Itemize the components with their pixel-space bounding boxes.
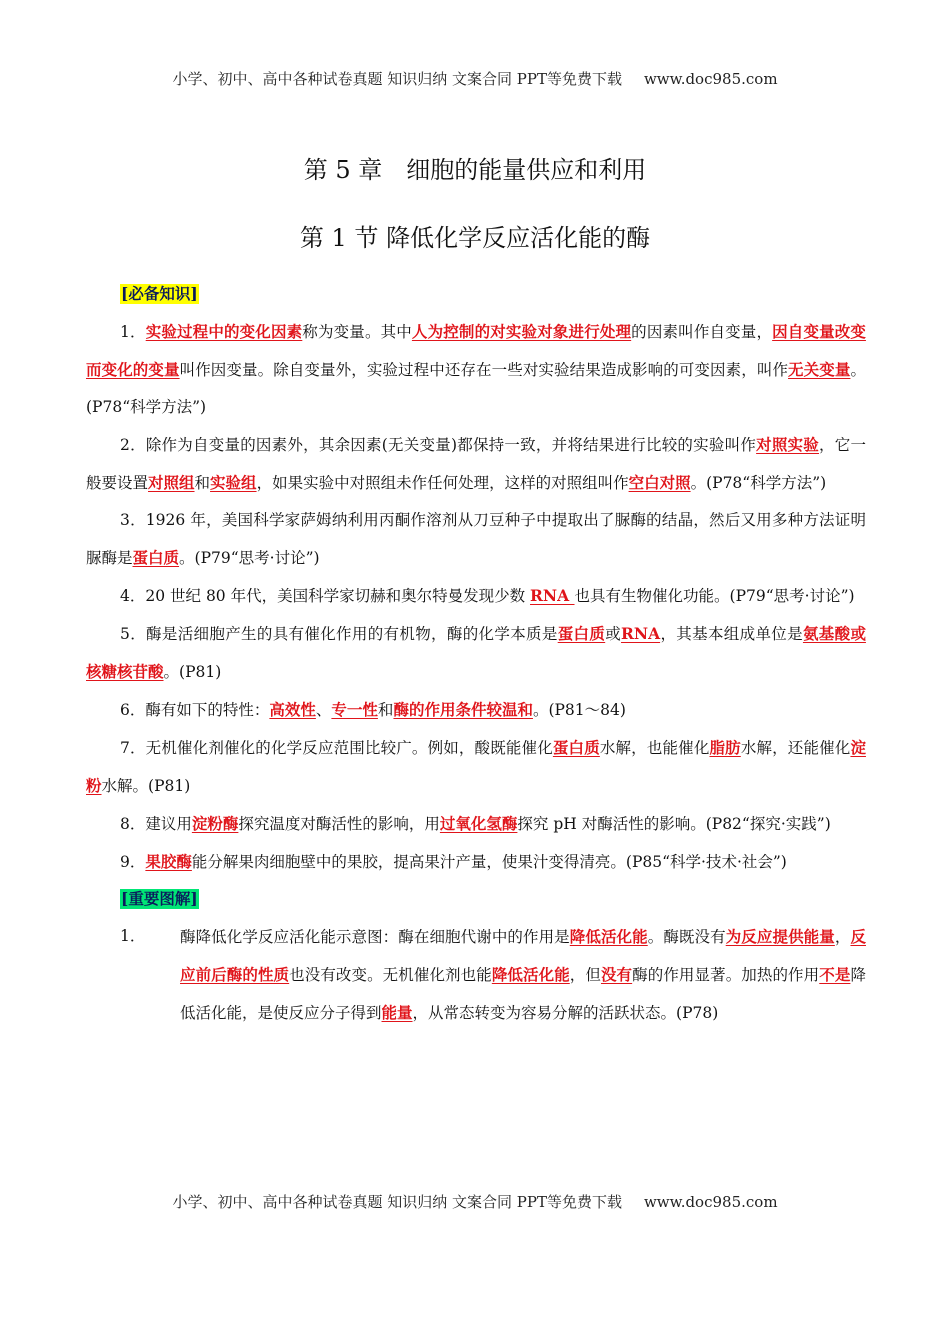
- key-term: 果胶酶: [145, 852, 192, 871]
- key-term: 蛋白质: [132, 548, 180, 567]
- page-header: [0, 68, 950, 89]
- knowledge-item: 2．除作为自变量的因素外，其余因素(无关变量)都保持一致，并将结果进行比较的实验叫作对照实验，它一般要设置对照组和实验组，如果实验中对照组未作任何处理，这样的对照组叫作空白对照。(P78“科学方法”): [86, 435, 866, 492]
- figure-explanation: [86, 918, 866, 1032]
- key-term: 氨基酸或核糖核苷酸: [86, 624, 866, 681]
- knowledge-item: 6．酶有如下的特性：高效性、专一性和酶的作用条件较温和。(P81～84): [120, 700, 626, 719]
- header-text: 小学、初中、高中各种试卷真题 知识归纳 文案合同 PPT等免费下载: [172, 70, 622, 88]
- footer-site: www.doc985.com: [643, 1193, 778, 1211]
- content-body: [86, 276, 866, 1032]
- knowledge-item: 9．果胶酶能分解果肉细胞壁中的果胶，提高果汁产量，使果汁变得清亮。(P85“科学·技术·社会”): [120, 852, 787, 871]
- knowledge-list: [86, 313, 866, 881]
- key-term: 无关变量: [788, 360, 851, 379]
- figure-item-number: 1．: [120, 927, 146, 945]
- key-term: 实验组: [210, 473, 257, 492]
- knowledge-item: 5．酶是活细胞产生的具有催化作用的有机物，酶的化学本质是蛋白质或RNA，其基本组成单位是氨基酸或核糖核苷酸。(P81): [86, 624, 866, 681]
- knowledge-item: 4．20 世纪 80 年代，美国科学家切赫和奥尔特曼发现少数 RNA 也具有生物催化功能。(P79“思考·讨论”): [120, 586, 855, 605]
- footer-text: 小学、初中、高中各种试卷真题 知识归纳 文案合同 PPT等免费下载: [172, 1193, 622, 1211]
- key-term: 实验过程中的变化因素: [145, 322, 303, 341]
- key-term: 蛋白质: [557, 624, 606, 643]
- key-term: 蛋白质: [552, 738, 600, 757]
- key-term: 降低活化能: [569, 927, 648, 946]
- key-term: 空白对照: [628, 473, 691, 492]
- key-term: 为反应提供能量: [725, 927, 835, 946]
- key-term: RNA: [621, 624, 661, 643]
- key-figure-tag: [重要图解]: [121, 889, 198, 908]
- key-term: 淀粉: [86, 738, 866, 795]
- key-term: 淀粉酶: [191, 814, 239, 833]
- knowledge-item: 3．1926 年，美国科学家萨姆纳利用丙酮作溶剂从刀豆种子中提取出了脲酶的结晶，然后又用多种方法证明脲酶是蛋白质。(P79“思考·讨论”): [86, 511, 866, 567]
- key-term: 降低活化能: [491, 965, 570, 984]
- key-term: 不是: [819, 965, 851, 984]
- key-term: 能量: [381, 1003, 413, 1022]
- page-footer: [0, 1191, 950, 1212]
- knowledge-item: 7．无机催化剂催化的化学反应范围比较广。例如，酸既能催化蛋白质水解，也能催化脂肪水解，还能催化淀粉水解。(P81): [86, 738, 866, 795]
- chapter-title: 第 5 章 细胞的能量供应和利用: [303, 156, 647, 184]
- key-term: 没有: [600, 965, 633, 984]
- key-term: RNA: [530, 586, 575, 605]
- key-term: 高效性: [269, 700, 316, 719]
- knowledge-item: 8．建议用淀粉酶探究温度对酶活性的影响，用过氧化氢酶探究 pH 对酶活性的影响。(P82“探究·实践”): [120, 814, 831, 833]
- essential-knowledge-tag: [必备知识]: [121, 284, 198, 303]
- header-site: www.doc985.com: [643, 70, 778, 88]
- key-term: 对照实验: [756, 435, 820, 454]
- section-title: 第 1 节 降低化学反应活化能的酶: [299, 224, 651, 252]
- key-term: 人为控制的对实验对象进行处理: [411, 322, 632, 341]
- key-term: 过氧化氢酶: [439, 814, 518, 833]
- knowledge-item: 1．实验过程中的变化因素称为变量。其中人为控制的对实验对象进行处理的因素叫作自变量，因自变量改变而变化的变量叫作因变量。除自变量外，实验过程中还存在一些对实验结果造成影响的可变因素，叫作无关变量。(P78“科学方法”): [86, 322, 866, 416]
- key-term: 因自变量改变而变化的变量: [86, 322, 866, 379]
- key-term: 对照组: [148, 473, 195, 492]
- figure-item-text: 酶降低化学反应活化能示意图：酶在细胞代谢中的作用是降低活化能。酶既没有为反应提供能量，反应前后酶的性质也没有改变。无机催化剂也能降低活化能，但没有酶的作用显著。加热的作用不是降低活化能，是使反应分子得到能量，从常态转变为容易分解的活跃状态。(P78): [180, 927, 866, 1022]
- key-term: 酶的作用条件较温和: [393, 700, 533, 719]
- key-term: 脂肪: [709, 738, 741, 757]
- key-term: 专一性: [331, 700, 378, 719]
- key-term: 反应前后酶的性质: [180, 927, 866, 984]
